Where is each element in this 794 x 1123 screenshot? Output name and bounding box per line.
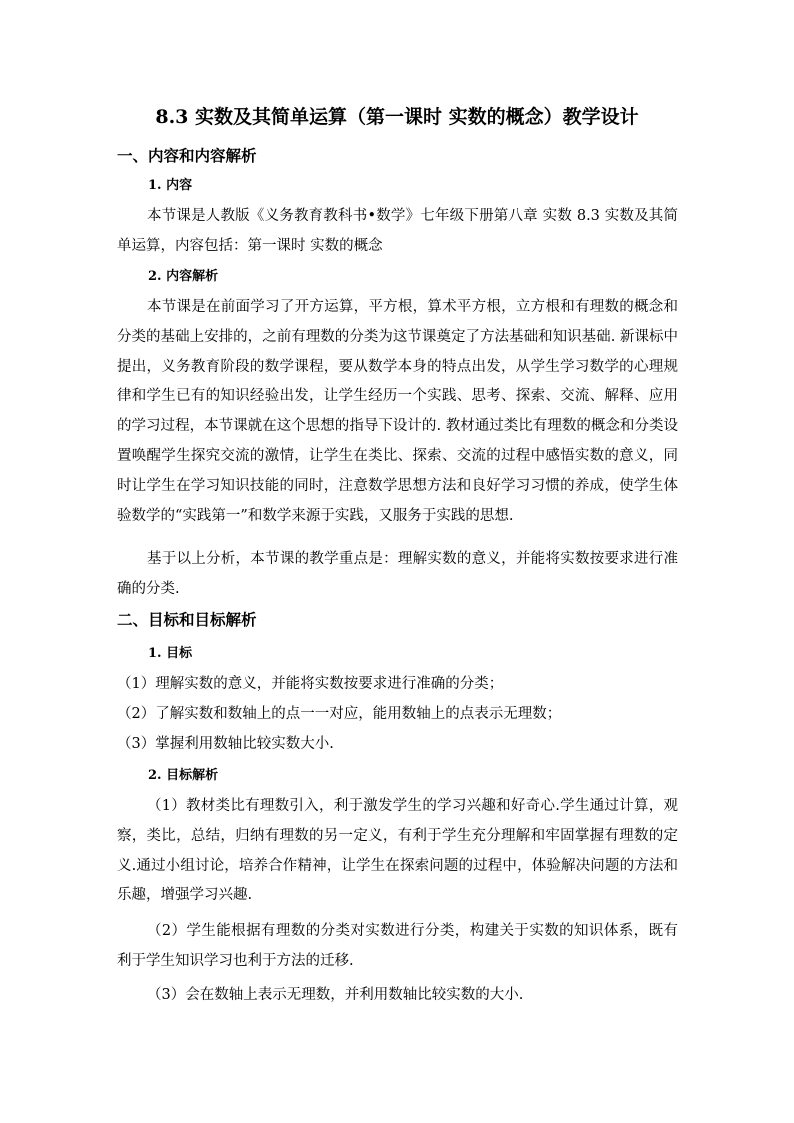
subsection-heading-content-analysis: 2. 内容解析 <box>148 269 219 284</box>
goals-list <box>117 670 678 759</box>
teaching-focus-paragraph: 基于以上分析，本节课的教学重点是：理解实数的意义，并能将实数按要求进行准确的分类. <box>117 551 678 597</box>
goal-analysis-paragraph-3: （3）会在数轴上表示无理数，并利用数轴比较实数的大小. <box>147 987 524 1003</box>
goal-item-3: （3）掌握利用数轴比较实数大小. <box>117 735 334 752</box>
goal-item-2: （2）了解实数和数轴上的点一一对应，能用数轴上的点表示无理数； <box>117 705 562 722</box>
content-analysis-paragraph: 本节课是在前面学习了开方运算，平方根，算术平方根，立方根和有理数的概念和分类的基础上安排的，之前有理数的分类为这节课奠定了方法基础和知识基础. 新课标中提出，义务教育阶段的数学课程，要从数学本身的特点出发，从学生学习数学的心理规律和学生已有的知识经验出发，让学生经历一个实践、思考、探索、交流、解释、应用的学习过程，本节课就在这个思想的指导下设计的. 教材通过类比有理数的概念和分类设置唤醒学生探究交流的激情，让学生在类比、探索、交流的过程中感悟实数的意义，同时让学生在学习知识技能的同时，注意数学思想方法和良好学习习惯的养成，使学生体验数学的“实践第一”和数学来源于实践，又服务于实践的思想. <box>117 299 678 524</box>
goal-analysis-paragraph-2: （2）学生能根据有理数的分类对实数进行分类，构建关于实数的知识体系，既有利于学生知识学习也利于方法的迁移. <box>117 923 678 969</box>
subsection-heading-goals: 1. 目标 <box>148 646 193 661</box>
content-paragraph: 本节课是人教版《义务教育教科书•数学》七年级下册第八章 实数 8.3 实数及其简单运算，内容包括：第一课时 实数的概念 <box>117 208 678 254</box>
section-heading-goals: 二、目标和目标解析 <box>117 610 257 629</box>
subsection-heading-content: 1. 内容 <box>148 178 193 193</box>
goal-analysis-paragraph-1: （1）教材类比有理数引入，利于激发学生的学习兴趣和好奇心.学生通过计算，观察，类比，总结，归纳有理数的另一定义，有利于学生充分理解和牢固掌握有理数的定义.通过小组讨论，培养合作精神，让学生在探索问题的过程中，体验解决问题的方法和乐趣，增强学习兴趣. <box>117 798 678 904</box>
goal-item-1: （1）理解实数的意义，并能将实数按要求进行准确的分类； <box>117 676 504 692</box>
document-title: 8.3 实数及其简单运算（第一课时 实数的概念）教学设计 <box>155 106 639 128</box>
section-heading-content: 一、内容和内容解析 <box>117 146 257 165</box>
subsection-heading-goal-analysis: 2. 目标解析 <box>148 768 219 783</box>
